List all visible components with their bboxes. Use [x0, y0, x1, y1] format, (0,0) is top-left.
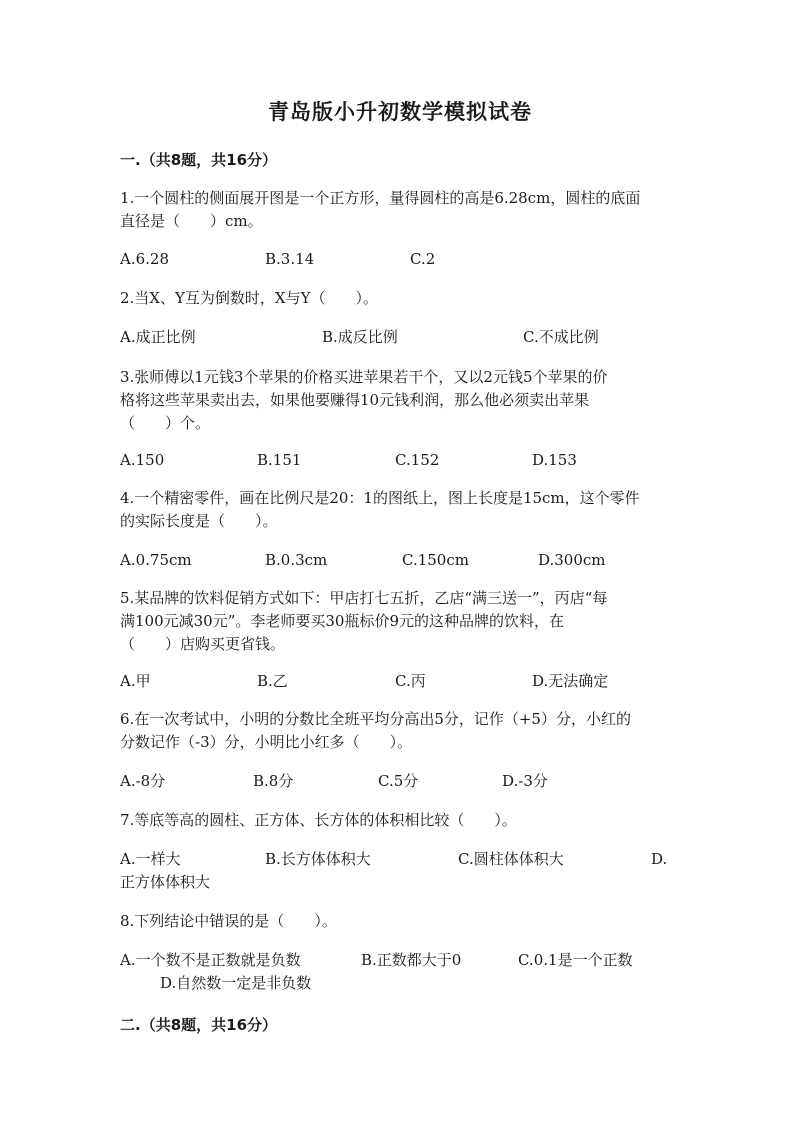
option-b[interactable]: B.151 [257, 451, 302, 469]
question-3 [120, 366, 680, 435]
question-2 [120, 287, 680, 310]
option-a[interactable]: A.150 [120, 451, 165, 469]
option-d[interactable]: D.153 [532, 451, 577, 469]
question-text: 4.一个精密零件，画在比例尺是20：1的图纸上，图上长度是15cm，这个零件 [120, 489, 640, 507]
option-a[interactable]: A.成正比例 [120, 328, 196, 346]
option-b[interactable]: B.成反比例 [322, 328, 398, 346]
option-c[interactable]: C.0.1是一个正数 [518, 951, 633, 969]
option-a[interactable]: A.一个数不是正数就是负数 [120, 951, 301, 969]
option-d[interactable]: D. [651, 850, 668, 868]
question-5 [120, 587, 680, 656]
question-text: 1.一个圆柱的侧面展开图是一个正方形，量得圆柱的高是6.28cm，圆柱的底面 [120, 189, 641, 207]
question-text: 6.在一次考试中，小明的分数比全班平均分高出5分，记作（+5）分，小红的 [120, 710, 631, 728]
page-title: 青岛版小升初数学模拟试卷 [268, 100, 532, 124]
section-heading-1: 一.（共8题，共16分） [120, 151, 278, 169]
option-d-continued[interactable]: 正方体体积大 [120, 873, 211, 891]
option-c[interactable]: C.2 [410, 250, 436, 268]
option-b[interactable]: B.0.3cm [265, 551, 328, 569]
option-c[interactable]: C.不成比例 [523, 328, 599, 346]
option-d[interactable]: D.-3分 [502, 772, 548, 790]
option-b[interactable]: B.3.14 [265, 250, 315, 268]
section-heading-2: 二.（共8题，共16分） [120, 1016, 278, 1034]
option-c[interactable]: C.5分 [378, 772, 419, 790]
option-a[interactable]: A.甲 [120, 672, 151, 690]
question-1 [120, 187, 680, 233]
option-a[interactable]: A.-8分 [120, 772, 166, 790]
option-b[interactable]: B.长方体体积大 [265, 850, 371, 868]
question-text: （ ）个。 [120, 414, 211, 432]
question-text: 8.下列结论中错误的是（ ）。 [120, 912, 337, 930]
option-c[interactable]: C.152 [395, 451, 440, 469]
option-b[interactable]: B.8分 [253, 772, 294, 790]
question-4 [120, 487, 680, 533]
option-c[interactable]: C.丙 [395, 672, 426, 690]
option-a[interactable]: A.0.75cm [120, 551, 192, 569]
question-text: 格将这些苹果卖出去，如果他要赚得10元钱利润，那么他必须卖出苹果 [120, 391, 590, 409]
option-b[interactable]: B.乙 [257, 672, 288, 690]
option-c[interactable]: C.150cm [402, 551, 469, 569]
question-6 [120, 708, 680, 754]
question-text: 分数记作（-3）分，小明比小红多（ ）。 [120, 733, 413, 751]
question-text: 3.张师傅以1元钱3个苹果的价格买进苹果若干个，又以2元钱5个苹果的价 [120, 368, 608, 386]
question-text: 直径是（ ）cm。 [120, 212, 263, 230]
option-d[interactable]: D.无法确定 [532, 672, 609, 690]
question-text: 7.等底等高的圆柱、正方体、长方体的体积相比较（ ）。 [120, 811, 517, 829]
question-text: 5.某品牌的饮料促销方式如下：甲店打七五折，乙店“满三送一”，丙店“每 [120, 589, 608, 607]
question-text: 2.当X、Y互为倒数时，X与Y（ ）。 [120, 289, 378, 307]
question-7 [120, 809, 680, 832]
question-text: 满100元减30元”。李老师要买30瓶标价9元的这种品牌的饮料，在 [120, 612, 565, 630]
question-8 [120, 910, 680, 933]
option-a[interactable]: A.6.28 [120, 250, 169, 268]
question-text: （ ）店购买更省钱。 [120, 635, 286, 653]
option-d[interactable]: D.自然数一定是非负数 [160, 974, 312, 992]
question-text: 的实际长度是（ ）。 [120, 512, 278, 530]
option-b[interactable]: B.正数都大于0 [361, 951, 462, 969]
option-c[interactable]: C.圆柱体体积大 [458, 850, 564, 868]
option-a[interactable]: A.一样大 [120, 850, 181, 868]
option-d[interactable]: D.300cm [538, 551, 606, 569]
